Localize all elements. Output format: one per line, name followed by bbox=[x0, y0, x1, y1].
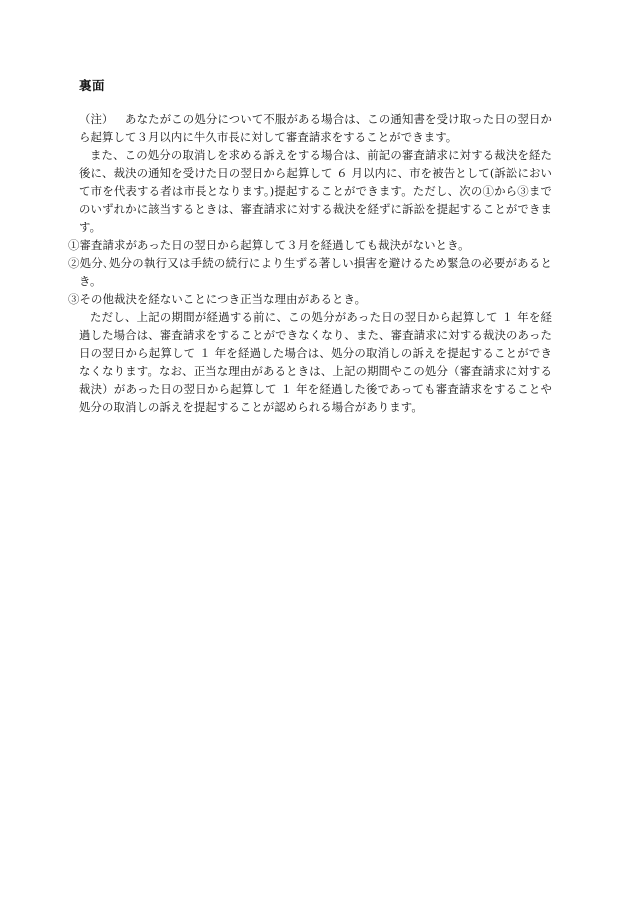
note-text: あなたがこの処分について不服がある場合は、この通知書を受け取った日の翌日から起算して３月以内に牛久市長に対して審査請求をすることができます。 bbox=[79, 112, 552, 144]
limit-paragraph: ただし、上記の期間が経過する前に、この処分があった日の翌日から起算して １ 年を経過した場合は、審査請求をすることができなくなり、また、審査請求に対する裁決のあった日の翌日から起算して １ 年を経過した場合は、処分の取消しの訴えを提起することができなくなります。なお、正当な理由があるときは、上記の期間やこの処分（審査請求に対する裁決）があった日の翌日から起算して １ 年を経過した後であっても審査請求をすることや処分の取消しの訴えを提起することが認められる場合があります。 bbox=[79, 310, 552, 414]
note-label: （注） bbox=[79, 112, 114, 126]
list-item-1: ①審査請求があった日の翌日から起算して３月を経過しても裁決がないとき。 bbox=[68, 238, 470, 252]
list-item-2: ②処分､処分の執行又は手続の続行により生ずる著しい損害を避けるため緊急の必要があるとき。 bbox=[68, 256, 552, 288]
page-heading: 裏面 bbox=[79, 78, 106, 93]
document-body bbox=[68, 110, 552, 416]
list-item-3: ③その他裁決を経ないことにつき正当な理由があるとき。 bbox=[68, 292, 367, 306]
note-paragraph bbox=[79, 110, 552, 146]
lawsuit-paragraph: また、この処分の取消しを求める訴えをする場合は、前記の審査請求に対する裁決を経た後に、裁決の通知を受けた日の翌日から起算して ６ 月以内に、市を被告として(訴訟において市を代表する者は市長となります。)提起することができます。ただし、次の①から③までのいずれかに該当するときは、審査請求に対する裁決を経ずに訴訟を提起することができます。 bbox=[79, 148, 552, 234]
